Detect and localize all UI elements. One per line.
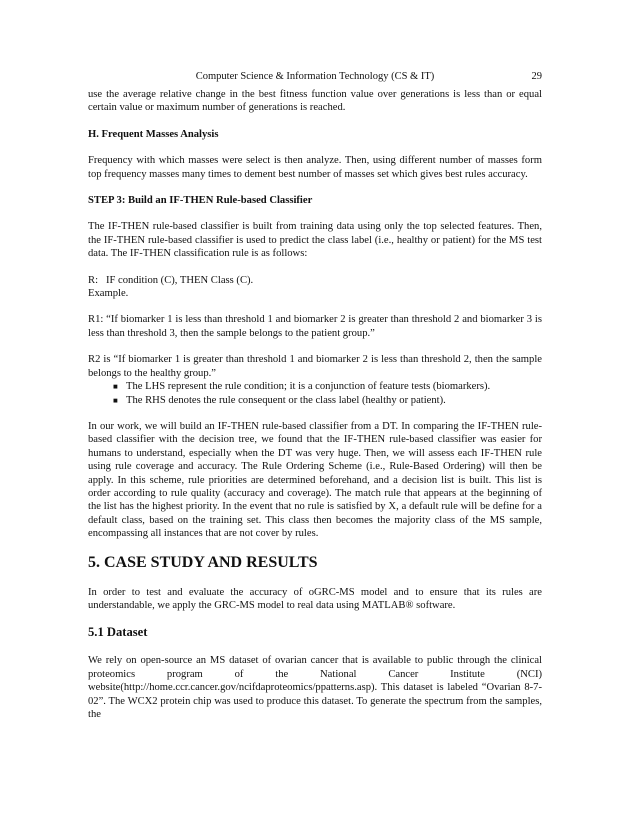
heading-frequent-masses: H. Frequent Masses Analysis: [88, 128, 219, 140]
list-item: [113, 380, 542, 393]
paragraph-case-study: In order to test and evaluate the accuracy of oGRC-MS model and to ensure that its rules are understandable, we apply the GRC-MS model to real data using MATLAB® software.: [88, 586, 542, 611]
heading-step3: STEP 3: Build an IF-THEN Rule-based Classifier: [88, 195, 313, 207]
paragraph-intro: use the average relative change in the best fitness function value over generations is less than or equal certain value or maximum number of generations is reached.: [88, 89, 542, 114]
paragraph-dataset: We rely on open-source an MS dataset of ovarian cancer that is available to public through the clinical proteomics program of the National Cancer Institute (NCI) website(http://home.ccr.cancer.gov/ncifdaproteomics/ppatterns.asp). This dataset is labeled “Ovarian 8-7-02”. The WCX2 protein chip was used to produce this dataset. To generate the spectrum from the samples, the: [88, 655, 542, 720]
subsection-heading-dataset: 5.1 Dataset: [88, 625, 148, 640]
square-bullet-icon: ■: [113, 395, 118, 405]
paragraph-our-work: In our work, we will build an IF-THEN rule-based classifier from a DT. In comparing the IF-THEN rule-based classifier with the decision tree, we found that the IF-THEN rule-based classifier was easier for humans to understand, especially when the DT was very huge. Then, we will assess each IF-THEN rule using rule coverage and accuracy. The Rule Ordering Scheme (i.e., Rule-Based Ordering) will then be apply. In this scheme, rule priorities are determined beforehand, and a decision list is built. This list is order according to rule quality (accuracy and coverage). The match rule that appears at the beginning of the list has the highest priority. In the event that no rule is satisfied by X, a default rule will be define for a default class, based on the training set. This class then becomes the majority class of the MS sample, encompassing all instances that are not cover by rules.: [88, 420, 542, 540]
section-heading-case-study: 5. CASE STUDY AND RESULTS: [88, 553, 318, 571]
page-body: [88, 88, 542, 734]
rule-format: R: IF condition (C), THEN Class (C).: [88, 274, 254, 286]
paragraph-ifthen-classifier: The IF-THEN rule-based classifier is built from training data using only the top selected features. Then, the IF-THEN rule-based classifier is used to predict the class label (i.e., healthy or patient) for the MS test data. The IF-THEN classification rule is as follows:: [88, 221, 542, 260]
paragraph-frequent-masses: Frequency with which masses were select is then analyze. Then, using different number of masses form top frequency masses many times to dement best number of masses set which gives best rules accuracy.: [88, 155, 542, 180]
square-bullet-icon: ■: [113, 382, 118, 392]
list-item-text: The RHS denotes the rule consequent or the class label (healthy or patient).: [126, 394, 446, 406]
paragraph-rule-r1: R1: “If biomarker 1 is less than threshold 1 and biomarker 2 is greater than threshold 2 and biomarker 3 is less than threshold 3, then the sample belongs to the patient group.”: [88, 314, 542, 339]
paragraph-rule-r2: R2 is “If biomarker 1 is greater than threshold 1 and biomarker 2 is less than threshold 2, then the sample belongs to the healthy group.”: [88, 354, 542, 379]
journal-title: Computer Science & Information Technology (CS & IT): [195, 71, 435, 82]
list-item: [113, 394, 542, 407]
list-item-text: The LHS represent the rule condition; it is a conjunction of feature tests (biomarkers).: [126, 381, 491, 393]
example-label: Example.: [88, 288, 129, 300]
running-header: [88, 70, 542, 83]
rule-parts-list: [88, 380, 542, 407]
page-number: 29: [531, 71, 542, 82]
